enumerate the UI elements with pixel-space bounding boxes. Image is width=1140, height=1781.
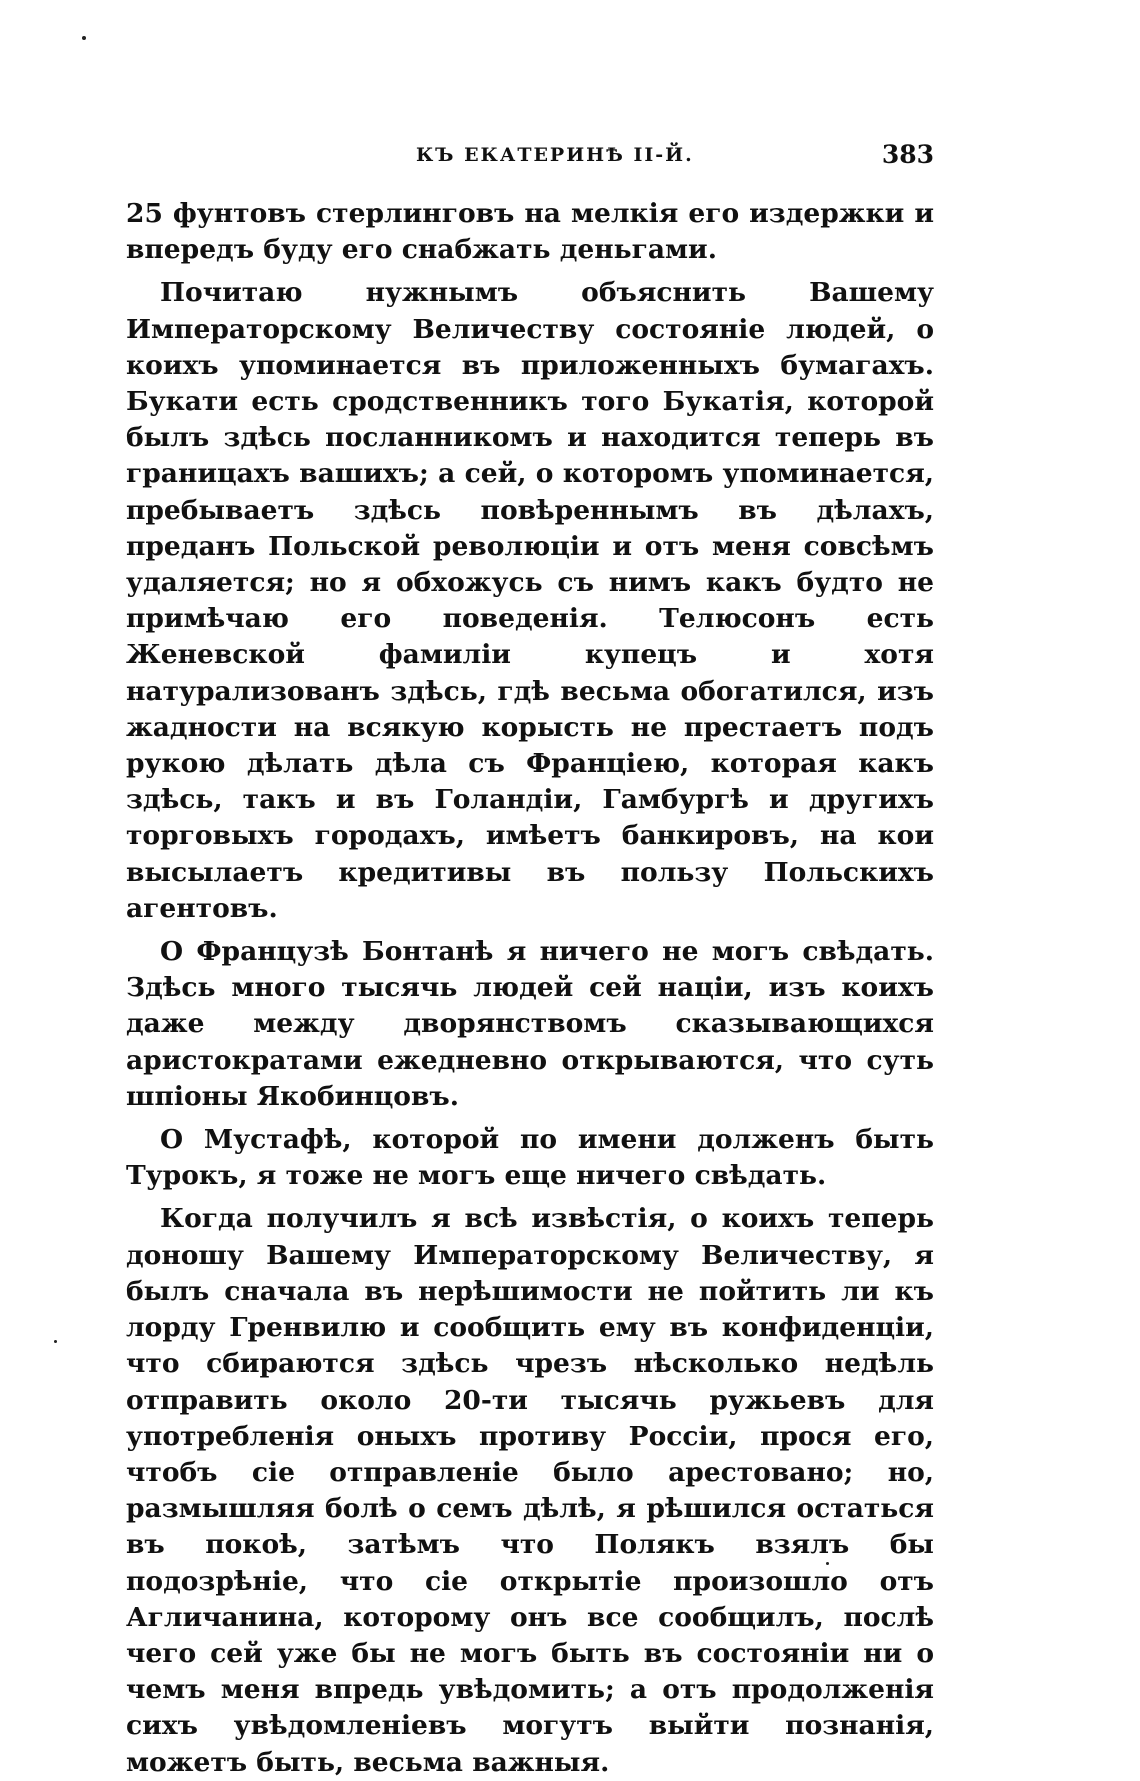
paragraph-continuation: 25 фунтовъ стерлинговъ на мелкія его издержки и впередъ буду его снабжать деньгами. <box>126 198 934 266</box>
text-body <box>126 196 934 1781</box>
paragraph-bontan: О Французѣ Бонтанѣ я ничего не могъ свѣдать. Здѣсь много тысячь людей сей націи, изъ коихъ даже между дворянствомъ сказывающихся аристократами ежедневно открываются, что суть шпіоны Якобинцовъ. <box>126 936 934 1112</box>
paragraph-people-explanation: Почитаю нужнымъ объяснить Вашему Императорскому Величеству состояніе людей, о коихъ упоминается въ приложенныхъ бумагахъ. Букати есть сродственникъ того Букатія, которой былъ здѣсь посланникомъ и находится теперь въ границахъ вашихъ; а сей, о которомъ упоминается, пребываетъ здѣсь повѣреннымъ въ дѣлахъ, преданъ Польской революціи и отъ меня совсѣмъ удаляется; но я обхожусь съ нимъ какъ будто не примѣчаю его поведенія. Телюсонъ есть Женевской фамиліи купецъ и хотя натурализованъ здѣсь, гдѣ весьма обогатился, изъ жадности на всякую корысть не престаетъ подъ рукою дѣлать дѣла съ Франціею, которая какъ здѣсь, такъ и въ Голандіи, Гамбургѣ и другихъ торговыхъ городахъ, имѣетъ банкировъ, на кои высылаетъ кредитивы въ пользу Польскихъ агентовъ. <box>126 277 934 924</box>
scan-speck <box>54 1340 57 1343</box>
paragraph-mustafa: О Мустафѣ, которой по имени долженъ быть Турокъ, я тоже не могъ еще ничего свѣдать. <box>126 1124 934 1192</box>
running-head <box>126 140 934 180</box>
running-title: КЪ ЕКАТЕРИНѢ II-Й. <box>416 144 694 166</box>
page-number: 383 <box>881 140 934 169</box>
paragraph-grenville: Когда получилъ я всѣ извѣстія, о коихъ теперь доношу Вашему Императорскому Величеству, я былъ сначала въ нерѣшимости не пойтить ли къ лорду Гренвилю и сообщить ему въ конфиденціи, что сбираются здѣсь чрезъ нѣсколько недѣль отправить около 20-ти тысячь ружьевъ для употребленія оныхъ противу Россіи, прося его, чтобъ сіе отправленіе было арестовано; но, размышляя болѣ о семъ дѣлѣ, я рѣшился остаться въ покоѣ, затѣмъ что Полякъ взялъ бы подозрѣніе, что сіе открытіе произошло отъ Агличанина, которому онъ все сообщилъ, послѣ чего сей уже бы не могъ быть въ состояніи ни о чемъ меня впредь увѣдомить; а отъ продолженія сихъ увѣдомленіевъ могутъ выйти познанія, можетъ быть, весьма важныя. <box>126 1203 934 1778</box>
scan-speck <box>82 36 86 40</box>
